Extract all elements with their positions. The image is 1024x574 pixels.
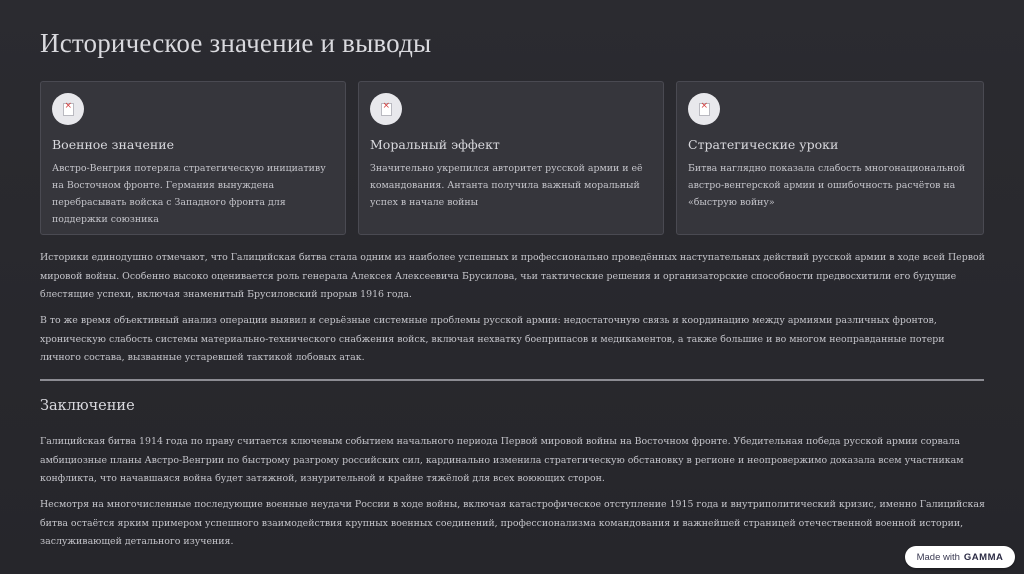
section-divider bbox=[40, 379, 984, 381]
card-military bbox=[40, 81, 346, 235]
conclusion-heading: Заключение bbox=[40, 398, 135, 414]
document-error-icon bbox=[52, 93, 84, 125]
card-text: Битва наглядно показала слабость многонациональной австро-венгерской армии и ошибочность расчётов на «быструю войну» bbox=[688, 163, 966, 208]
card-text: Австро-Венгрия потеряла стратегическую инициативу на Восточном фронте. Германия вынуждена перебрасывать войска с Западного фронта для поддержки союзника bbox=[52, 163, 326, 225]
page-title: Историческое значение и выводы bbox=[40, 28, 432, 58]
card-title: Военное значение bbox=[52, 137, 174, 152]
cards-row bbox=[40, 81, 984, 237]
document-error-icon bbox=[370, 93, 402, 125]
card-title: Моральный эффект bbox=[370, 137, 500, 152]
made-with-gamma-badge[interactable] bbox=[905, 546, 1015, 568]
conclusion-paragraph: Галицийская битва 1914 года по праву считается ключевым событием начального периода Первой мировой войны на Восточном фронте. Убедительная победа русской армии сорвала амбициозные планы Австро-Венгрии по быстрому разгрому российских сил, кардинально изменила стратегическую обстановку в регионе и неопровержимо доказала всем участникам конфликта, что начавшаяся война будет затяжной, изнурительной и крайне тяжёлой для всех воюющих сторон. bbox=[40, 436, 964, 484]
document-error-icon bbox=[688, 93, 720, 125]
conclusion-paragraph: Несмотря на многочисленные последующие военные неудачи России в ходе войны, включая катастрофическое отступление 1915 года и внутриполитический кризис, именно Галицийская битва остаётся ярким примером успешного взаимодействия крупных военных соединений, профессионализма командования и важнейшей страницей отечественной военной истории, заслуживающей детального изучения. bbox=[40, 499, 985, 547]
card-text: Значительно укрепился авторитет русской армии и её командования. Антанта получила важный моральный успех в начале войны bbox=[370, 163, 643, 208]
card-strategic bbox=[676, 81, 984, 235]
body-paragraph: В то же время объективный анализ операции выявил и серьёзные системные проблемы русской армии: недостаточную связь и координацию между армиями различных фронтов, хроническую слабость системы материально-технического снабжения войск, включая нехватку боеприпасов и медикаментов, а также большие и во многом неоправданные потери личного состава, вызванные устаревшей тактикой лобовых атак. bbox=[40, 315, 945, 363]
body-paragraph: Историки единодушно отмечают, что Галицийская битва стала одним из наиболее успешных и профессионально проведённых наступательных действий русской армии в ходе всей Первой мировой войны. Особенно высоко оценивается роль генерала Алексея Алексеевича Брусилова, чьи тактические решения и организаторские способности предвосхитили его будущие блестящие успехи, включая знаменитый Брусиловский прорыв 1916 года. bbox=[40, 252, 985, 300]
card-moral bbox=[358, 81, 664, 235]
gamma-logo-text: GAMMA bbox=[963, 551, 1004, 563]
card-title: Стратегические уроки bbox=[688, 137, 839, 152]
badge-prefix: Made with bbox=[916, 551, 960, 563]
